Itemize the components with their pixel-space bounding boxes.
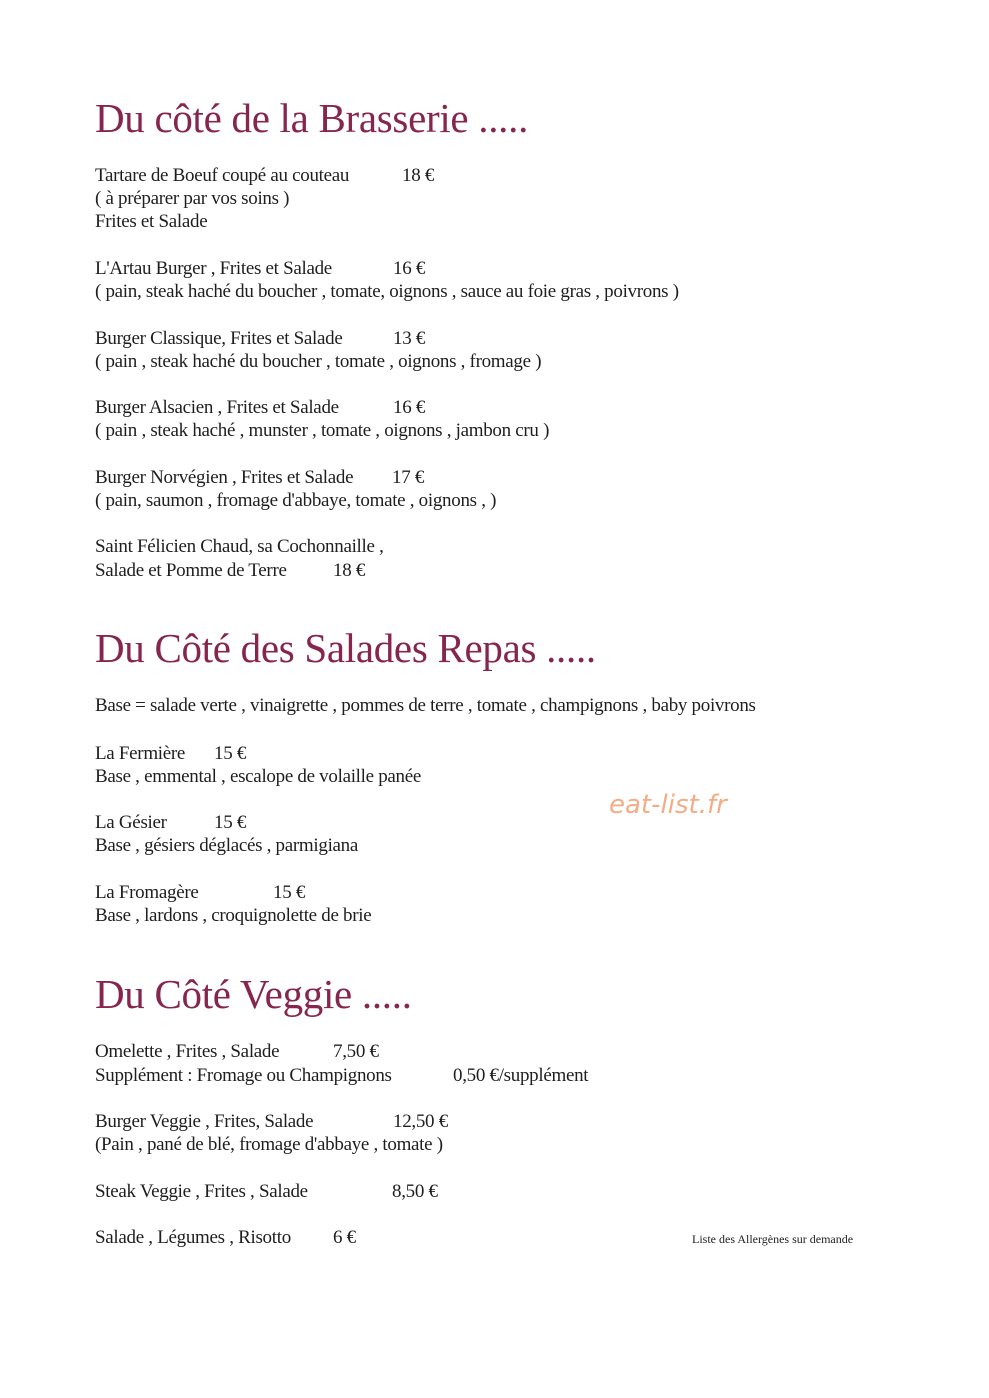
item-description: Base , lardons , croquignolette de brie (95, 905, 372, 926)
item-name: La Fermière (95, 743, 186, 764)
item-price: 13 € (393, 328, 426, 349)
menu-item-burger-veggie (95, 1110, 448, 1134)
item-description: ( pain , steak haché , munster , tomate , oignons , jambon cru ) (95, 420, 550, 441)
menu-item-saint-felicien: Saint Félicien Chaud, sa Cochonnaille , (95, 536, 384, 557)
item-name: Burger Norvégien , Frites et Salade (95, 467, 354, 488)
menu-item-burger-classique (95, 327, 426, 351)
item-price: 16 € (393, 397, 426, 418)
item-price: 16 € (393, 258, 426, 279)
item-name: Omelette , Frites , Salade (95, 1041, 280, 1062)
item-name: Burger Classique, Frites et Salade (95, 328, 343, 349)
item-name: Burger Alsacien , Frites et Salade (95, 397, 339, 418)
item-name: Tartare de Boeuf coupé au couteau (95, 165, 350, 186)
watermark: eat-list.fr (609, 790, 727, 820)
allergens-note: Liste des Allergènes sur demande (692, 1232, 854, 1246)
item-name: Burger Veggie , Frites, Salade (95, 1111, 314, 1132)
item-price: 15 € (214, 812, 247, 833)
supplement-price: 0,50 €/supplément (453, 1065, 589, 1086)
item-name: Steak Veggie , Frites , Salade (95, 1181, 308, 1202)
item-price: 8,50 € (392, 1181, 438, 1202)
menu-item-saint-felicien-line2 (95, 559, 366, 583)
item-note: ( à préparer par vos soins ) (95, 188, 290, 209)
item-description: ( pain, saumon , fromage d'abbaye, tomate , oignons , ) (95, 490, 497, 511)
menu-item-artau-burger (95, 257, 426, 281)
item-description: Base , gésiers déglacés , parmigiana (95, 835, 359, 856)
item-price: 18 € (402, 165, 435, 186)
item-name: L'Artau Burger , Frites et Salade (95, 258, 332, 279)
section-title-salades: Du Côté des Salades Repas ..... (95, 625, 596, 671)
item-price: 15 € (273, 882, 306, 903)
menu-item-la-fermiere (95, 742, 247, 766)
item-name: Salade , Légumes , Risotto (95, 1227, 291, 1248)
supplement-label: Supplément : Fromage ou Champignons (95, 1065, 392, 1086)
section-title-brasserie: Du côté de la Brasserie ..... (95, 95, 529, 141)
item-description: ( pain , steak haché du boucher , tomate , oignons , fromage ) (95, 351, 542, 372)
menu-item-la-gesier (95, 811, 247, 835)
menu-item-burger-norvegien (95, 466, 425, 490)
menu-item-omelette (95, 1040, 379, 1064)
menu-item-burger-alsacien (95, 396, 426, 420)
item-price: 17 € (392, 467, 425, 488)
item-description: Salade et Pomme de Terre (95, 560, 287, 581)
item-name: La Fromagère (95, 882, 199, 903)
salad-base-description: Base = salade verte , vinaigrette , pommes de terre , tomate , champignons , baby poivrons (95, 695, 756, 716)
menu-item-la-fromagere (95, 881, 306, 905)
menu-item-salade-legumes-risotto (95, 1226, 356, 1250)
item-description: ( pain, steak haché du boucher , tomate, oignons , sauce au foie gras , poivrons ) (95, 281, 679, 302)
item-price: 6 € (333, 1227, 356, 1248)
item-price: 15 € (214, 743, 247, 764)
section-title-veggie: Du Côté Veggie ..... (95, 971, 412, 1017)
item-description: (Pain , pané de blé, fromage d'abbaye , tomate ) (95, 1134, 443, 1155)
item-description: Base , emmental , escalope de volaille panée (95, 766, 422, 787)
menu-item-steak-veggie (95, 1180, 438, 1204)
item-price: 12,50 € (393, 1111, 448, 1132)
item-name: La Gésier (95, 812, 167, 833)
item-description: Frites et Salade (95, 211, 208, 232)
item-price: 7,50 € (333, 1041, 379, 1062)
menu-item-tartare (95, 164, 435, 188)
item-price: 18 € (333, 560, 366, 581)
supplement-line (95, 1064, 589, 1088)
